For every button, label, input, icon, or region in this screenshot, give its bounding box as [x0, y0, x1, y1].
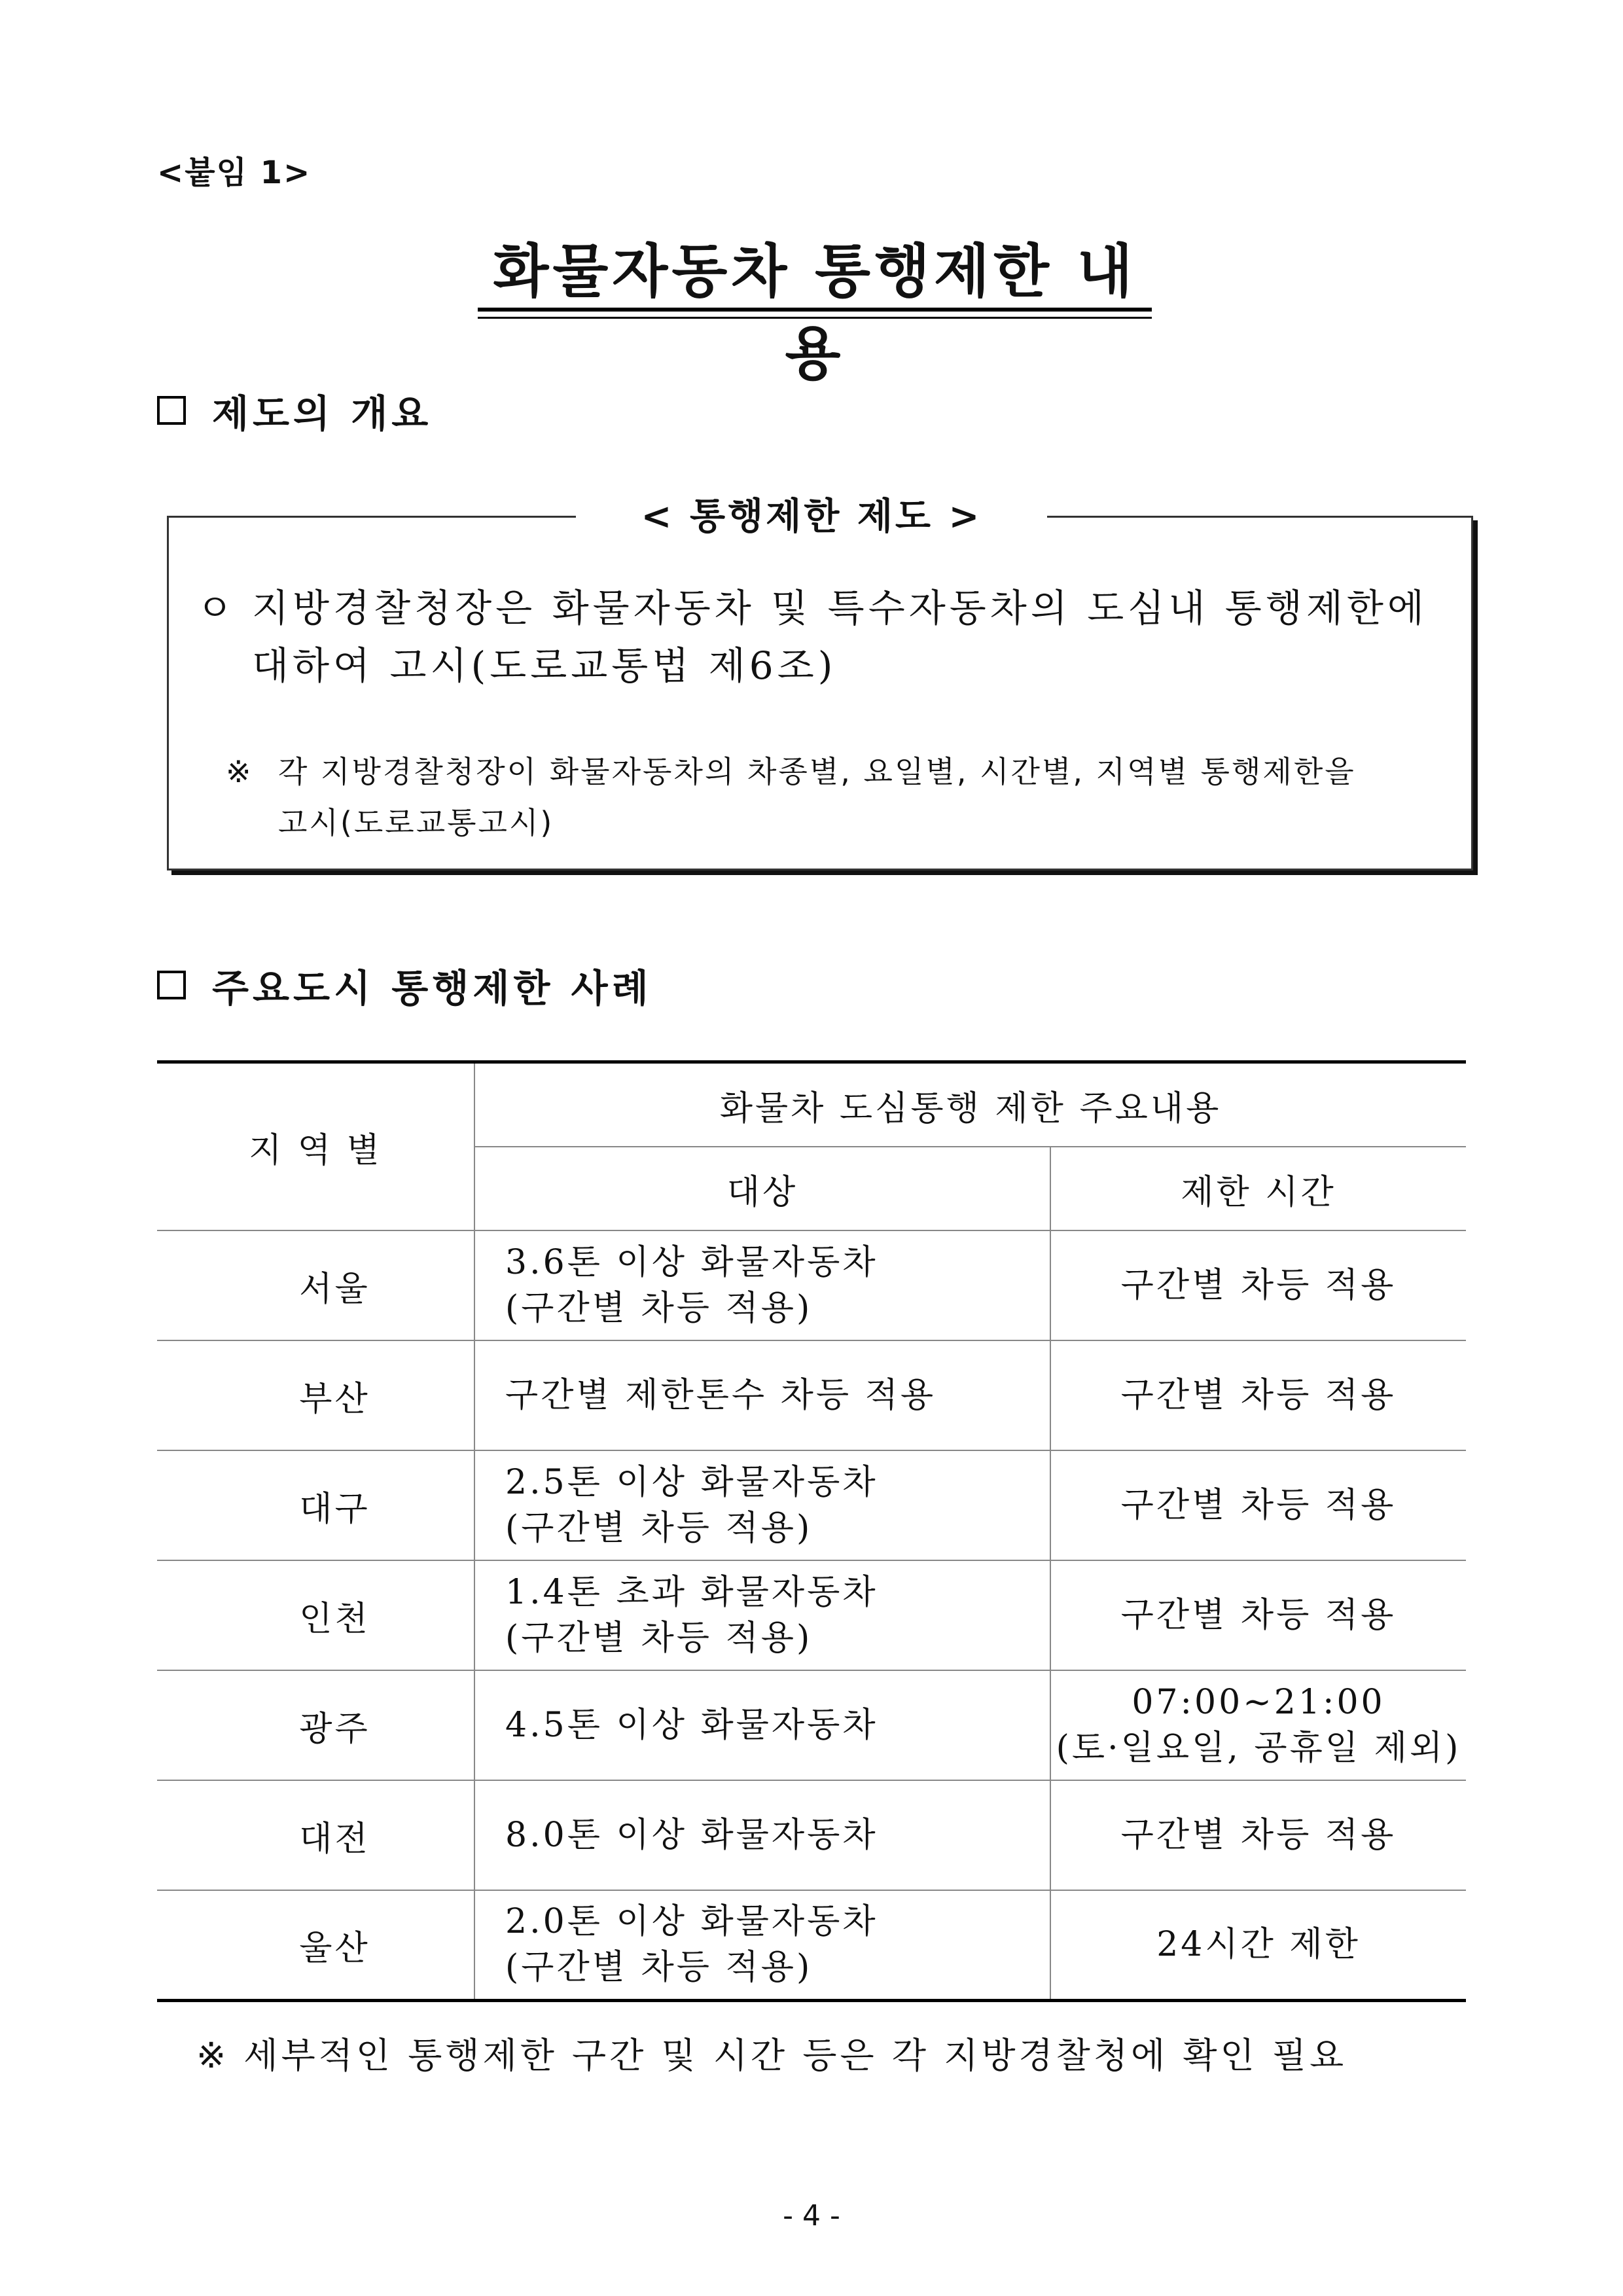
- cell-time: [1050, 1230, 1466, 1340]
- checkbox-icon: [157, 971, 186, 999]
- section-heading-text: 제도의 개요: [212, 391, 433, 436]
- bullet-symbol: ㅇ: [196, 586, 238, 630]
- bullet-line-2: 대하여 고시(도로교통법 제6조): [252, 643, 837, 688]
- cell-target: [474, 1340, 1050, 1450]
- cell-target: [474, 1450, 1050, 1560]
- cell-target: [474, 1890, 1050, 2000]
- cell-region: 인천: [157, 1560, 474, 1670]
- cell-target: [474, 1560, 1050, 1670]
- cell-target-line1: 2.0톤 이상 화물자동차: [505, 1902, 878, 1942]
- page-number: - 4 -: [783, 2199, 840, 2233]
- cell-time: [1050, 1780, 1466, 1890]
- cell-target: [474, 1670, 1050, 1780]
- section-heading-cases: [157, 958, 652, 1013]
- cell-time: [1050, 1890, 1466, 2000]
- cell-time-line1: 24시간 제한: [1156, 1925, 1361, 1965]
- cell-target: [474, 1230, 1050, 1340]
- cell-target-line1: 2.5톤 이상 화물자동차: [505, 1463, 878, 1502]
- note-line-1: 각 지방경찰청장이 화물자동차의 차종별, 요일별, 시간별, 지역별 통행제한을: [278, 754, 1356, 789]
- cell-target: [474, 1780, 1050, 1890]
- cell-time: [1050, 1340, 1466, 1450]
- title-underline-thin: [478, 317, 1152, 319]
- cell-target-line1: 4.5톤 이상 화물자동차: [505, 1706, 878, 1745]
- cell-time: [1050, 1670, 1466, 1780]
- cell-region: 대구: [157, 1450, 474, 1560]
- cell-region: 대전: [157, 1780, 474, 1890]
- cell-time-line1: 구간별 차등 적용: [1120, 1596, 1397, 1635]
- cell-target-line2: (구간별 차등 적용): [505, 1289, 813, 1328]
- cell-target-line2: (구간별 차등 적용): [505, 1619, 813, 1658]
- col-header-time: 제한 시간: [1050, 1147, 1466, 1230]
- cell-region: 서울: [157, 1230, 474, 1340]
- restriction-table: [157, 1060, 1466, 2002]
- cell-time-line2: (토·일요일, 공휴일 제외): [1056, 1729, 1461, 1768]
- cell-target-line2: (구간별 차등 적용): [505, 1948, 813, 1988]
- cell-target-line1: 1.4톤 초과 화물자동차: [505, 1573, 878, 1612]
- col-header-group: 화물차 도심통행 제한 주요내용: [474, 1062, 1466, 1147]
- cell-time-line1: 구간별 차등 적용: [1120, 1816, 1397, 1855]
- bullet-line-1: 지방경찰청장은 화물자동차 및 특수자동차의 도심내 통행제한에: [252, 586, 1428, 630]
- cell-target-line1: 구간별 제한톤수 차등 적용: [505, 1376, 936, 1415]
- table-footnote: ※ 세부적인 통행제한 구간 및 시간 등은 각 지방경찰청에 확인 필요: [196, 2035, 1347, 2076]
- title-underline: [478, 308, 1152, 312]
- checkbox-icon: [157, 396, 186, 425]
- cell-time: [1050, 1560, 1466, 1670]
- section-heading-text: 주요도시 통행제한 사례: [212, 966, 652, 1011]
- cell-target-line1: 3.6톤 이상 화물자동차: [505, 1243, 878, 1282]
- note-symbol: ※: [226, 754, 253, 789]
- table-row: [157, 1780, 1466, 1890]
- page-title: 화물자동차 통행제한 내용: [493, 238, 1137, 387]
- cell-time-line1: 구간별 차등 적용: [1120, 1486, 1397, 1525]
- cell-region: 울산: [157, 1890, 474, 2000]
- table-row: [157, 1560, 1466, 1670]
- col-header-target: 대상: [474, 1147, 1050, 1230]
- cell-time-line1: 구간별 차등 적용: [1120, 1376, 1397, 1415]
- table-row: [157, 1450, 1466, 1560]
- note-line-2: 고시(도로교통고시): [278, 805, 554, 840]
- col-header-region: 지 역 별: [157, 1062, 474, 1231]
- cell-target-line2: (구간별 차등 적용): [505, 1509, 813, 1548]
- table-row: [157, 1670, 1466, 1780]
- cell-time-line1: 구간별 차등 적용: [1120, 1266, 1397, 1305]
- box-title: < 통행제한 제도 >: [576, 488, 1047, 540]
- cell-region: 부산: [157, 1340, 474, 1450]
- cell-target-line1: 8.0톤 이상 화물자동차: [505, 1816, 878, 1855]
- cell-region: 광주: [157, 1670, 474, 1780]
- table-row: [157, 1890, 1466, 2000]
- attachment-label: <붙임 1>: [157, 154, 312, 191]
- section-heading-overview: [157, 383, 432, 438]
- table-row: [157, 1230, 1466, 1340]
- table-row: [157, 1340, 1466, 1450]
- cell-time: [1050, 1450, 1466, 1560]
- cell-time-line1: 07:00~21:00: [1132, 1683, 1385, 1722]
